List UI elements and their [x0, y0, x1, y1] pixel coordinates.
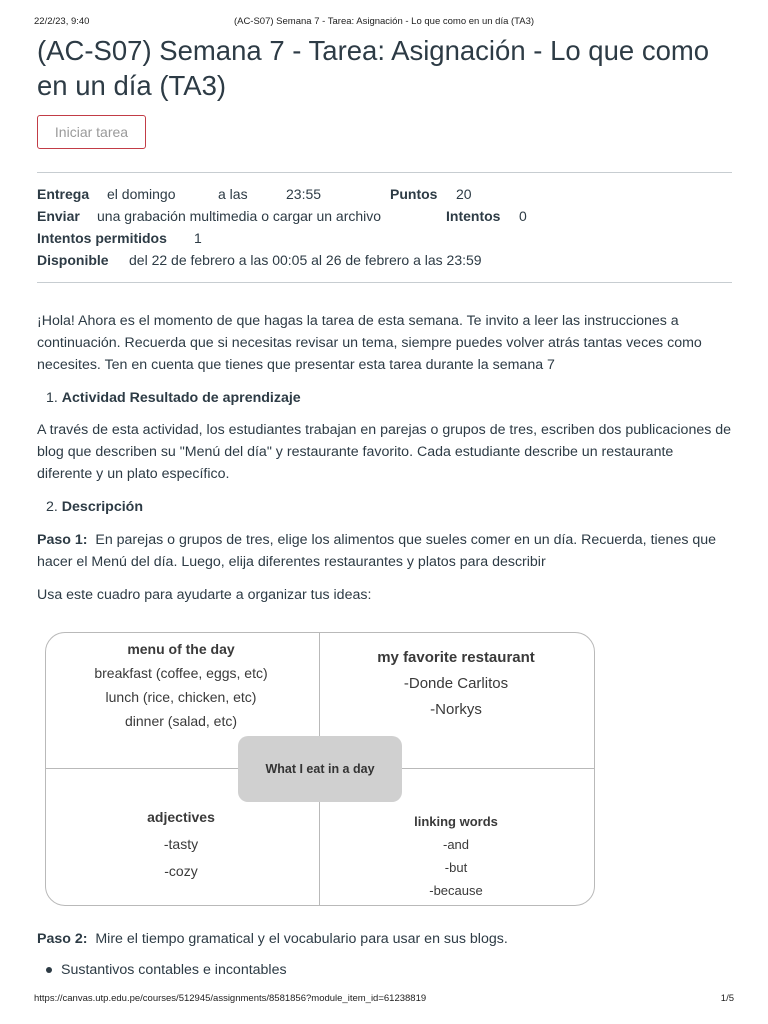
quadrant-line: -because	[429, 883, 483, 898]
print-header	[34, 16, 734, 30]
quadrant-restaurant	[336, 645, 576, 723]
quadrant-title: my favorite restaurant	[377, 649, 535, 666]
available-label: Disponible	[37, 252, 109, 268]
quadrant-menu	[66, 637, 296, 733]
submit-value: una grabación multimedia o cargar un archivo	[97, 208, 382, 224]
quadrant-linking-words	[366, 810, 546, 902]
print-title: (AC-S07) Semana 7 - Tarea: Asignación - Lo que como en un día (TA3)	[233, 16, 535, 27]
print-timestamp: 22/2/23, 9:40	[34, 16, 90, 27]
quadrant-line: -and	[442, 837, 470, 852]
bullet-item: Sustantivos contables e incontables	[46, 959, 741, 981]
submit-label: Enviar	[37, 208, 80, 224]
allowed-attempts-value: 1	[194, 230, 202, 246]
quadrant-line: breakfast (coffee, eggs, etc)	[94, 665, 268, 681]
due-label: Entrega	[37, 186, 90, 202]
quadrant-adjectives	[86, 804, 276, 885]
divider	[37, 282, 732, 283]
page-number: 1/5	[720, 993, 734, 1004]
list-item-activity: 1. Actividad Resultado de aprendizaje	[46, 390, 301, 406]
list-item-description: 2. Descripción	[46, 499, 144, 515]
intro-paragraph: ¡Hola! Ahora es el momento de que hagas la tarea de esta semana. Te invito a leer las instrucciones a continuación. Recuerda que si necesitas revisar un tema, siempre puedes volver atrás tantas veces como necesites. Ten en cuenta que tienes que presentar esta tarea durante la semana 7	[37, 313, 702, 373]
quadrant-line: -tasty	[163, 836, 199, 852]
attempts-label: Intentos	[446, 208, 501, 224]
available-value: del 22 de febrero a las 00:05 al 26 de febrero a las 23:59	[129, 252, 482, 268]
due-time: 23:55	[286, 186, 322, 202]
quadrant-line: -cozy	[164, 863, 198, 879]
start-assignment-button[interactable]: Iniciar tarea	[37, 115, 146, 149]
points-value: 20	[456, 186, 472, 202]
step2-paragraph: Paso 2: Mire el tiempo gramatical y el vocabulario para usar en sus blogs.	[37, 931, 508, 947]
page-title: (AC-S07) Semana 7 - Tarea: Asignación - Lo que como en un día (TA3)	[37, 35, 710, 101]
due-day: el domingo	[107, 186, 176, 202]
quadrant-line: -Donde Carlitos	[403, 675, 509, 692]
due-at: a las	[218, 186, 248, 202]
divider	[37, 172, 732, 173]
activity-paragraph: A través de esta actividad, los estudiantes trabajan en parejas o grupos de tres, escriben dos publicaciones de blog que describen su "Menú del día" y restaurante favorito. Cada estudiante describe un restaurante diferente y un plato específico.	[37, 422, 732, 482]
quadrant-line: dinner (salad, etc)	[124, 713, 238, 729]
print-url: https://canvas.utp.edu.pe/courses/512945/assignments/8581856?module_item_id=61238819	[34, 993, 427, 1004]
quadrant-title: linking words	[414, 814, 498, 829]
quadrant-title: menu of the day	[127, 641, 235, 657]
attempts-value: 0	[519, 208, 527, 224]
diagram-center-label: What I eat in a day	[238, 736, 402, 802]
organizer-diagram	[45, 632, 595, 906]
allowed-attempts-label: Intentos permitidos	[37, 230, 167, 246]
step1-paragraph: Paso 1: En parejas o grupos de tres, elige los alimentos que sueles comer en un día. Recuerda, tienes que hacer el Menú del día. Luego, elija diferentes restaurantes y platos para describir	[37, 532, 717, 570]
quadrant-line: -but	[444, 860, 468, 875]
organizer-paragraph: Usa este cuadro para ayudarte a organizar tus ideas:	[37, 587, 372, 603]
quadrant-line: lunch (rice, chicken, etc)	[105, 689, 257, 705]
quadrant-title: adjectives	[147, 809, 215, 825]
quadrant-line: -Norkys	[430, 701, 482, 718]
points-label: Puntos	[390, 186, 438, 202]
bullet-dot-icon	[46, 967, 52, 973]
print-footer	[34, 993, 734, 1007]
